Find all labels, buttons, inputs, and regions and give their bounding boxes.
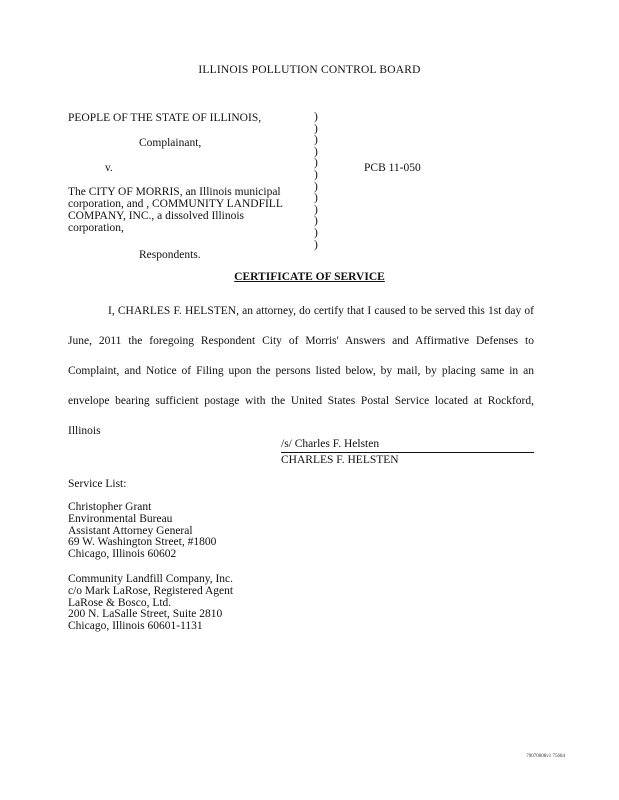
address-line: Chicago, Illinois 60601-1131 <box>68 620 203 633</box>
service-list-label: Service List: <box>68 478 127 490</box>
signature-block <box>281 438 534 467</box>
court-title: ILLINOIS POLLUTION CONTROL BOARD <box>198 64 421 76</box>
case-number: PCB 11-050 <box>364 162 421 174</box>
certificate-heading: CERTIFICATE OF SERVICE <box>234 271 385 283</box>
defendant-line-1: The CITY OF MORRIS, an Illinois municipal <box>68 186 281 198</box>
certificate-body: I, CHARLES F. HELSTEN, an attorney, do certify that I caused to be served this 1st day of June, 2011 the foregoing Respondent City of Morris' Answers and Affirmative Defenses to Complaint, and Notice of Filing upon the persons listed below, by mail, by placing same in an envelope bearing sufficient postage with the United States Postal Service located at Rockford, Illinois <box>68 305 534 437</box>
address-line: Assistant Attorney General <box>68 524 193 537</box>
defendant-line-3: COMPANY, INC., a dissolved Illinois <box>68 210 245 222</box>
versus: v. <box>105 162 113 174</box>
address-line: Environmental Bureau <box>68 512 173 525</box>
recipient-address <box>68 502 216 561</box>
defendant-line-2: corporation, and , COMMUNITY LANDFILL <box>68 198 283 210</box>
defendant-role: Respondents. <box>139 249 201 261</box>
address-line: Chicago, Illinois 60602 <box>68 548 177 561</box>
address-line: 69 W. Washington Street, #1800 <box>68 536 217 549</box>
address-line: 200 N. LaSalle Street, Suite 2810 <box>68 608 223 621</box>
recipient-address <box>68 574 233 633</box>
signer-name: CHARLES F. HELSTEN <box>281 454 399 467</box>
address-line: c/o Mark LaRose, Registered Agent <box>68 584 234 597</box>
defendant-line-4: corporation, <box>68 222 124 234</box>
address-line: Christopher Grant <box>68 501 152 513</box>
electronic-signature: /s/ Charles F. Helsten <box>281 438 534 453</box>
address-line: LaRose & Bosco, Ltd. <box>68 596 172 609</box>
plaintiff-role: Complainant, <box>139 137 202 149</box>
caption-parentheses: ) ) ) ) ) ) ) ) ) ) ) ) <box>314 111 318 251</box>
document-code: 70070608v1 75684 <box>526 754 565 759</box>
address-line: Community Landfill Company, Inc. <box>68 573 234 585</box>
plaintiff-name: PEOPLE OF THE STATE OF ILLINOIS, <box>68 112 262 124</box>
